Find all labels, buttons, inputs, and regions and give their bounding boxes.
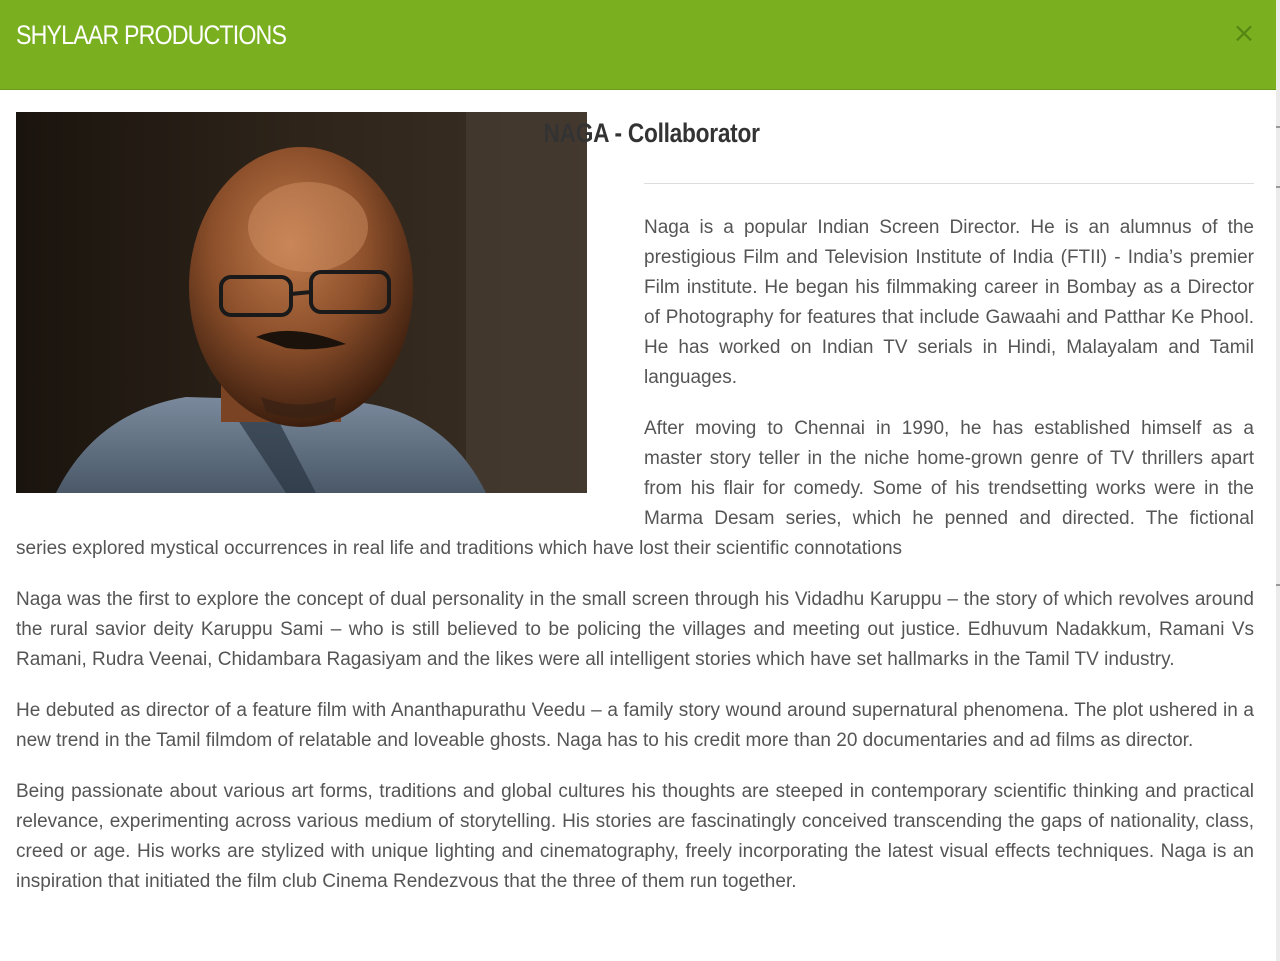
bio-paragraph: After moving to Chennai in 1990, he has established himself as a master story teller in the niche home-grown genre of TV thrillers apart from his flair for comedy. Some of his trendsetting works were in the Marma Desam series, which he penned and directed. The fictional series explored mystical occurrences in real life and traditions which have lost their scientific connotations [16,418,1254,559]
bio-paragraph: Naga is a popular Indian Screen Director. He is an alumnus of the prestigious Film and Television Institute of India (FTII) - India’s premier Film institute. He began his filmmaking career in Bombay as a Director of Photography for features that include Gawaahi and Patthar Ke Phool. He has worked on Indian TV serials in Hindi, Malayalam and Tamil languages. [644,217,1254,388]
close-icon[interactable]: × [1232,16,1256,49]
profile-name-heading: NAGA - Collaborator [543,118,760,148]
bio-paragraph: He debuted as director of a feature film with Ananthapurathu Veedu – a family story wound around supernatural phenomena. The plot ushered in a new trend in the Tamil filmdom of relatable and loveable ghosts. Naga has to his credit more than 20 documentaries and ad films as director. [16,700,1254,751]
modal-title: SHYLAAR PRODUCTIONS [16,20,287,50]
modal-header [0,0,1276,90]
page-scrollbar-gutter [1276,0,1280,961]
bio-paragraph: Being passionate about various art forms, traditions and global cultures his thoughts are steeped in contemporary scientific thinking and practical relevance, experimenting across various medium of storytelling. His stories are fascinatingly conceived transcending the gaps of nationality, class, creed or age. His works are stylized with unique lighting and cinematography, freely incorporating the latest visual effects techniques. Naga is an inspiration that initiated the film club Cinema Rendezvous that the three of them run together. [16,781,1254,892]
gutter-tick [1276,186,1280,188]
gutter-tick [1276,126,1280,128]
portrait-image [16,112,587,493]
heading-divider [644,183,1254,184]
gutter-tick [1276,584,1280,586]
profile-photo [16,112,587,493]
bio-paragraph: Naga was the first to explore the concept of dual personality in the small screen through his Vidadhu Karuppu – the story of which revolves around the rural savior deity Karuppu Sami – who is still believed to be policing the villages and meeting out justice. Edhuvum Nadakkum, Ramani Vs Ramani, Rudra Veenai, Chidambara Ragasiyam and the likes were all intelligent stories which have set hallmarks in the Tamil TV industry. [16,589,1254,670]
modal-body [0,90,1276,897]
